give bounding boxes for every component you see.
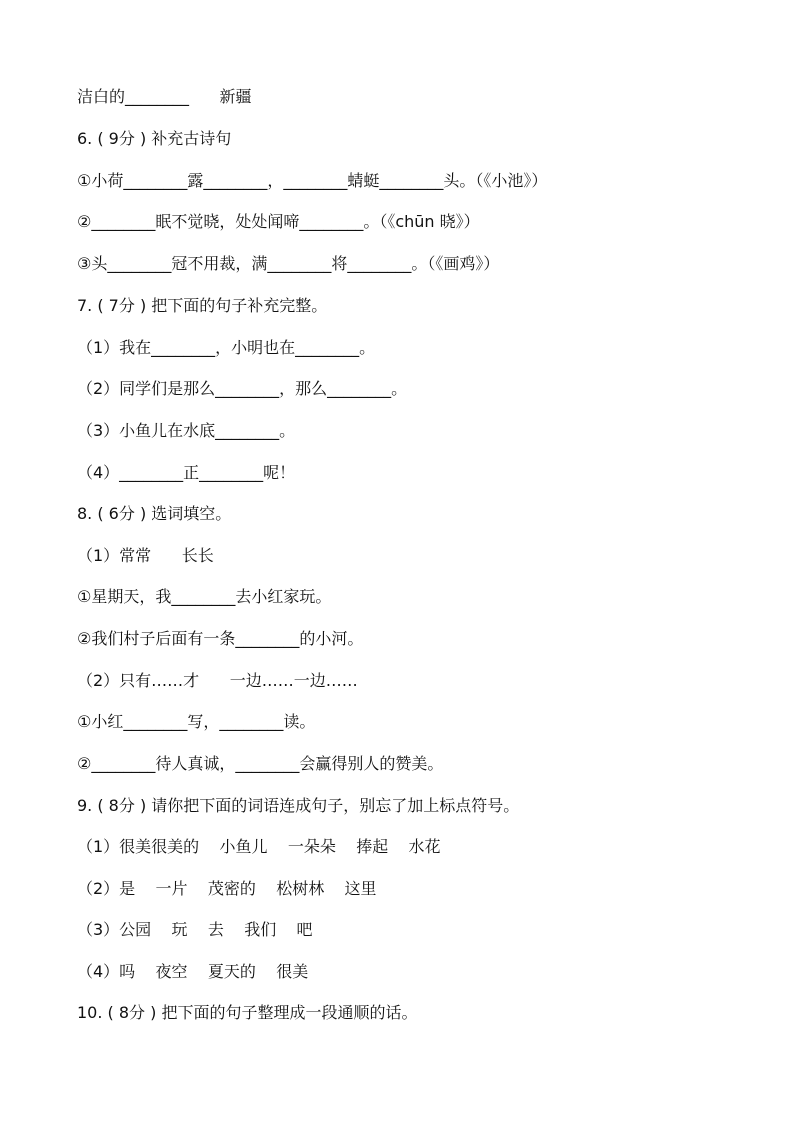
q9-item-1: （1）很美很美的 小鱼儿 一朵朵 捧起 水花 (77, 837, 441, 856)
q10-heading: 10. ( 8分 ) 把下面的句子整理成一段通顺的话。 (77, 1003, 418, 1022)
q5-answer-line: 洁白的________ 新疆 (77, 87, 252, 106)
q6-heading: 6. ( 9分 ) 补充古诗句 (77, 129, 232, 148)
q7-item-2: （2）同学们是那么________，那么________。 (77, 379, 408, 398)
q7-item-4: （4）________正________呢！ (77, 463, 296, 482)
q9-item-3: （3）公园 玩 去 我们 吧 (77, 920, 313, 939)
q9-item-4: （4）吗 夜空 夏天的 很美 (77, 962, 309, 981)
q8-heading: 8. ( 6分 ) 选词填空。 (77, 504, 232, 523)
q7-heading: 7. ( 7分 ) 把下面的句子补充完整。 (77, 296, 328, 315)
q6-item-2: ②________眠不觉晓，处处闻啼________。（《chūn 晓》） (77, 212, 480, 231)
q8-part-1-item-1: ①星期天，我________去小红家玩。 (77, 587, 332, 606)
q8-part-1-words: （1）常常 长长 (77, 546, 214, 565)
q8-part-2-item-2: ②________待人真诚，________会赢得别人的赞美。 (77, 754, 444, 773)
q8-part-1-item-2: ②我们村子后面有一条________的小河。 (77, 629, 364, 648)
q8-part-2-item-1: ①小红________写，________读。 (77, 712, 316, 731)
q7-item-1: （1）我在________，小明也在________。 (77, 338, 376, 357)
q7-item-3: （3）小鱼儿在水底________。 (77, 421, 296, 440)
q9-heading: 9. ( 8分 ) 请你把下面的词语连成句子，别忘了加上标点符号。 (77, 796, 520, 815)
q9-item-2: （2）是 一片 茂密的 松树林 这里 (77, 879, 377, 898)
q8-part-2-words: （2）只有……才 一边……一边…… (77, 671, 358, 690)
q6-item-1: ①小荷________露________，________蜻蜓________头。（《小池》） (77, 171, 548, 190)
q6-item-3: ③头________冠不用裁，满________将________。（《画鸡》） (77, 254, 500, 273)
